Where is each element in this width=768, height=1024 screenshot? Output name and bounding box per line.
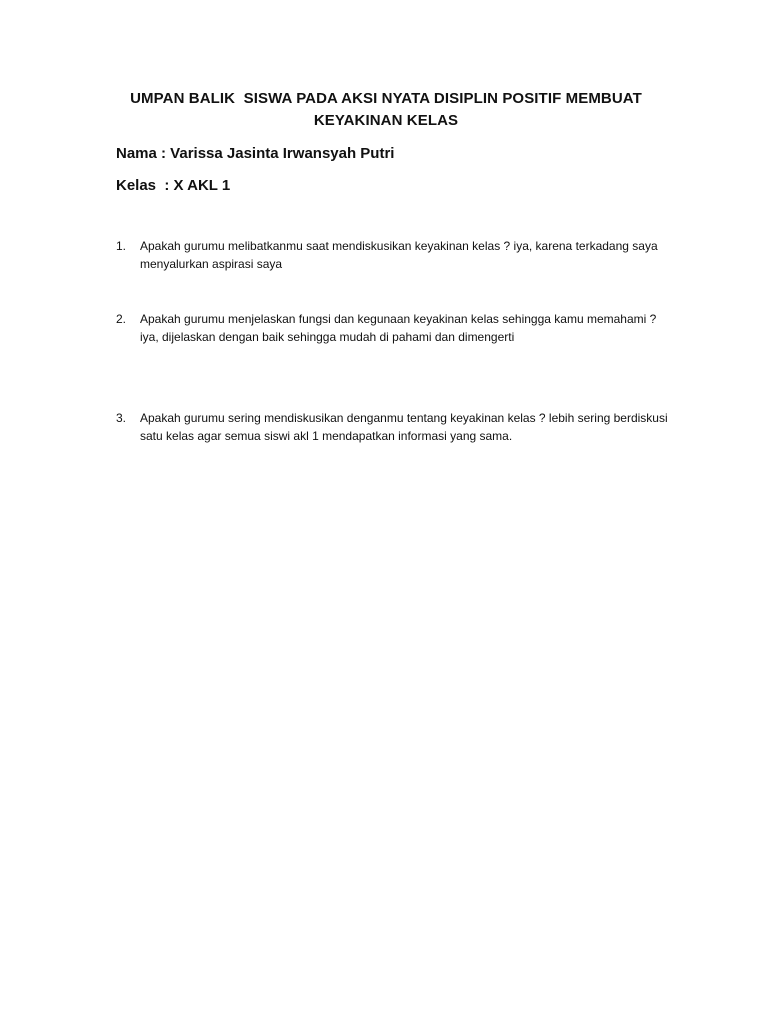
title-line-2: KEYAKINAN KELAS (313, 112, 459, 129)
question-number: 2. (116, 312, 127, 326)
question-item-1 (116, 237, 676, 273)
student-class: Kelas : X AKL 1 (116, 177, 231, 194)
document-title (96, 88, 676, 132)
student-name: Nama : Varissa Jasinta Irwansyah Putri (116, 145, 395, 162)
question-number: 1. (116, 239, 127, 253)
title-line-1: UMPAN BALIK SISWA PADA AKSI NYATA DISIPLIN POSITIF MEMBUAT (130, 90, 642, 107)
question-text: Apakah gurumu sering mendiskusikan denganmu tentang keyakinan kelas ? lebih sering berdiskusi satu kelas agar semua siswi akl 1 mendapatkan informasi yang sama. (140, 411, 668, 443)
question-item-2 (116, 310, 676, 346)
question-list (116, 237, 676, 445)
question-item-3 (116, 409, 676, 445)
question-number: 3. (116, 411, 127, 425)
question-text: Apakah gurumu melibatkanmu saat mendiskusikan keyakinan kelas ? iya, karena terkadang saya menyalurkan aspirasi saya (140, 239, 658, 271)
question-text: Apakah gurumu menjelaskan fungsi dan kegunaan keyakinan kelas sehingga kamu memahami ? iya, dijelaskan dengan baik sehingga mudah di pahami dan dimengerti (140, 312, 657, 344)
